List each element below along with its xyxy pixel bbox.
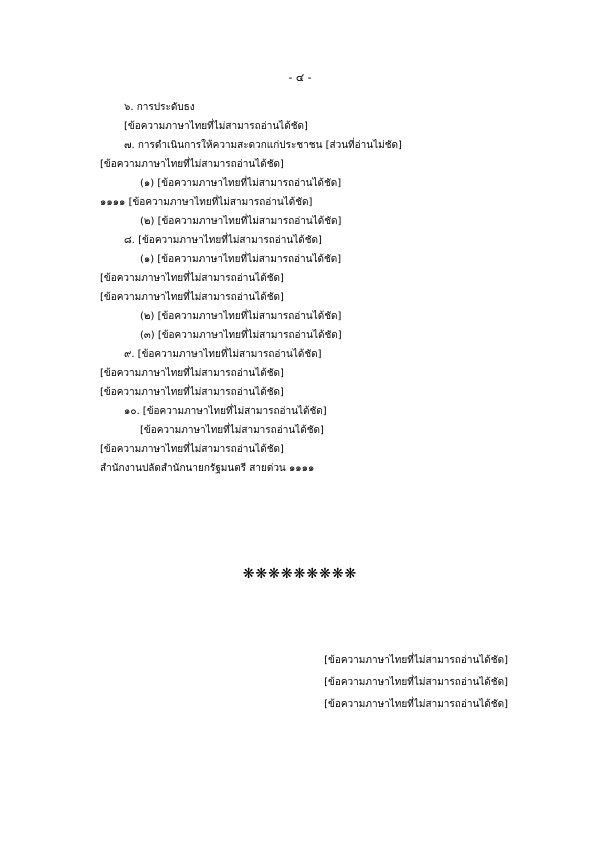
section-8-item-3: (๓) [ข้อความภาษาไทยที่ไม่สามารถอ่านได้ชัด] bbox=[140, 330, 342, 341]
section-10-heading: ๑๐. [ข้อความภาษาไทยที่ไม่สามารถอ่านได้ชัด] bbox=[124, 406, 327, 417]
signature-line-3: [ข้อความภาษาไทยที่ไม่สามารถอ่านได้ชัด] bbox=[324, 699, 508, 710]
signature-line-2: [ข้อความภาษาไทยที่ไม่สามารถอ่านได้ชัด] bbox=[324, 677, 508, 688]
section-10-line-4: สำนักงานปลัดสำนักนายกรัฐมนตรี สายด่วน ๑๑๑๑ bbox=[100, 463, 315, 474]
section-9-heading: ๙. [ข้อความภาษาไทยที่ไม่สามารถอ่านได้ชัด] bbox=[124, 349, 322, 360]
section-6-line-1: [ข้อความภาษาไทยที่ไม่สามารถอ่านได้ชัด] bbox=[124, 121, 308, 132]
section-divider: ❋❋❋❋❋❋❋❋❋ bbox=[242, 566, 358, 582]
section-10-line-2: [ข้อความภาษาไทยที่ไม่สามารถอ่านได้ชัด] bbox=[140, 425, 324, 436]
signature-line-1: [ข้อความภาษาไทยที่ไม่สามารถอ่านได้ชัด] bbox=[324, 655, 508, 666]
page-number: - ๔ - bbox=[288, 71, 312, 84]
document-body bbox=[100, 98, 498, 478]
section-10-line-3: [ข้อความภาษาไทยที่ไม่สามารถอ่านได้ชัด] bbox=[100, 444, 284, 455]
section-6-heading: ๖. การประดับธง bbox=[124, 102, 195, 113]
section-7-heading: ๗. การดำเนินการให้ความสะดวกแก่ประชาชน [ส่วนที่อ่านไม่ชัด] bbox=[124, 140, 402, 151]
section-8-item-1: (๑) [ข้อความภาษาไทยที่ไม่สามารถอ่านได้ชัด] bbox=[140, 254, 342, 265]
section-9-line-2: [ข้อความภาษาไทยที่ไม่สามารถอ่านได้ชัด] bbox=[100, 368, 284, 379]
signature-block bbox=[248, 650, 508, 716]
section-7-item-1-continued: ๑๑๑๑ [ข้อความภาษาไทยที่ไม่สามารถอ่านได้ชัด] bbox=[100, 197, 313, 208]
section-8-item-1-continued-2: [ข้อความภาษาไทยที่ไม่สามารถอ่านได้ชัด] bbox=[100, 292, 284, 303]
section-7-item-1: (๑) [ข้อความภาษาไทยที่ไม่สามารถอ่านได้ชัด] bbox=[140, 178, 342, 189]
section-9-line-3: [ข้อความภาษาไทยที่ไม่สามารถอ่านได้ชัด] bbox=[100, 387, 284, 398]
section-8-item-1-continued-1: [ข้อความภาษาไทยที่ไม่สามารถอ่านได้ชัด] bbox=[100, 273, 284, 284]
section-8-heading: ๘. [ข้อความภาษาไทยที่ไม่สามารถอ่านได้ชัด] bbox=[124, 235, 322, 246]
section-8-item-2: (๒) [ข้อความภาษาไทยที่ไม่สามารถอ่านได้ชัด] bbox=[140, 311, 342, 322]
section-7-item-2: (๒) [ข้อความภาษาไทยที่ไม่สามารถอ่านได้ชัด] bbox=[140, 216, 342, 227]
section-7-line-2: [ข้อความภาษาไทยที่ไม่สามารถอ่านได้ชัด] bbox=[100, 159, 284, 170]
